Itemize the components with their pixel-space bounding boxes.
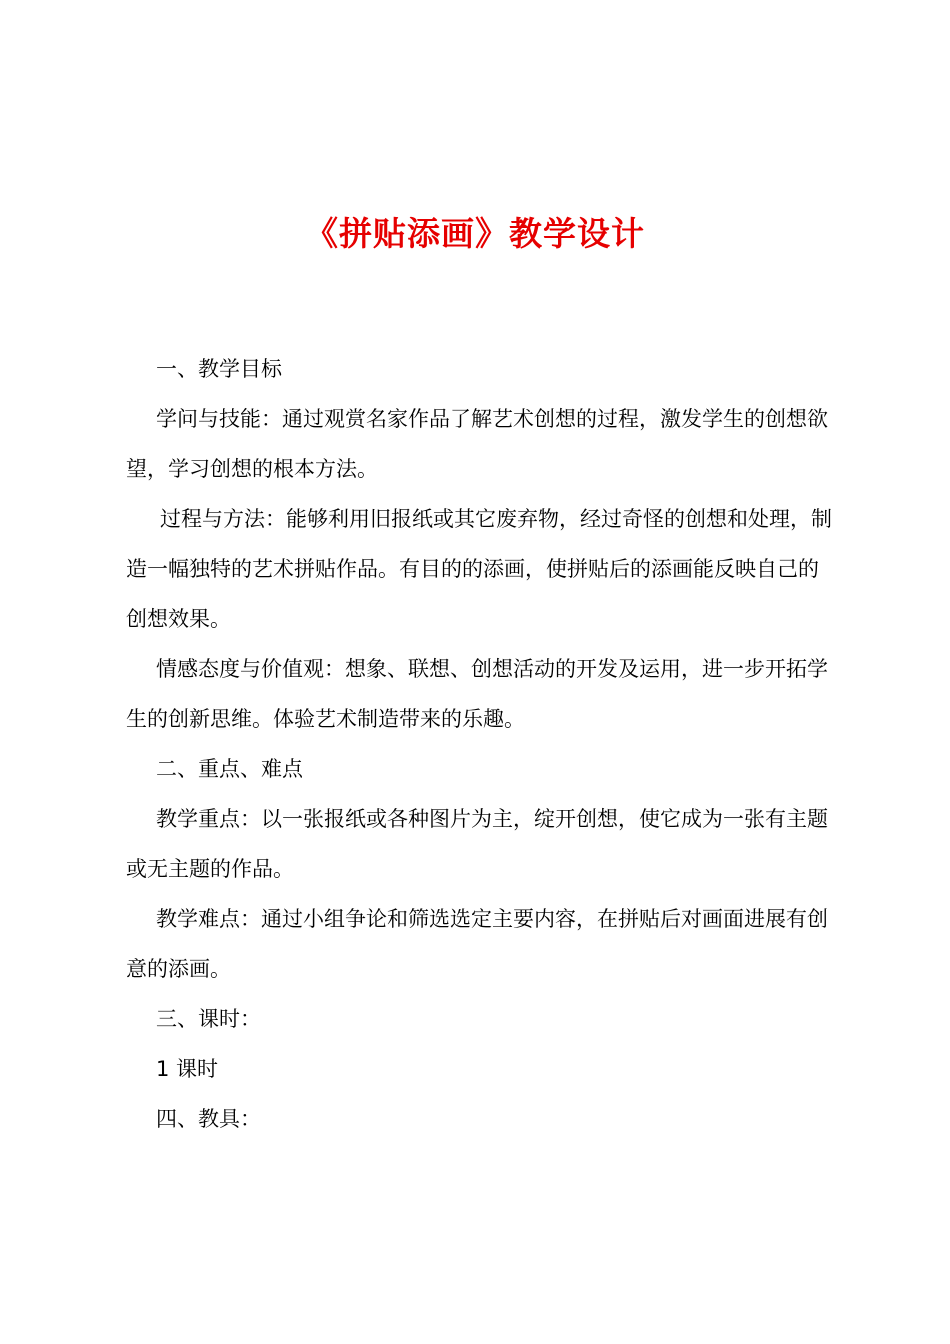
document-title: 《拼贴添画》教学设计 — [305, 214, 645, 253]
paragraph-teaching-focus: 教学重点：以一张报纸或各种图片为主，绽开创想，使它成为一张有主题或无主题的作品。 — [126, 807, 828, 881]
document-body — [126, 344, 834, 1144]
paragraph-process-methods: 过程与方法：能够利用旧报纸或其它废弃物，经过奇怪的创想和处理，制造一幅独特的艺术拼贴作品。有目的的添画，使拼贴后的添画能反映自己的创想效果。 — [126, 507, 832, 631]
section-heading-class-hours: 三、课时： — [156, 1007, 261, 1031]
paragraph-teaching-difficulty: 教学难点：通过小组争论和筛选选定主要内容，在拼贴后对画面进展有创意的添画。 — [126, 907, 828, 981]
paragraph-emotion-values: 情感态度与价值观：想象、联想、创想活动的开发及运用，进一步开拓学生的创新思维。体验艺术制造带来的乐趣。 — [126, 657, 828, 731]
section-heading-objectives: 一、教学目标 — [156, 357, 282, 381]
paragraph-class-hours-value: 1 课时 — [156, 1057, 219, 1081]
section-heading-teaching-aids: 四、教具： — [156, 1107, 261, 1131]
section-heading-key-points: 二、重点、难点 — [156, 757, 303, 781]
paragraph-knowledge-skills: 学问与技能：通过观赏名家作品了解艺术创想的过程，激发学生的创想欲望，学习创想的根本方法。 — [126, 407, 828, 481]
